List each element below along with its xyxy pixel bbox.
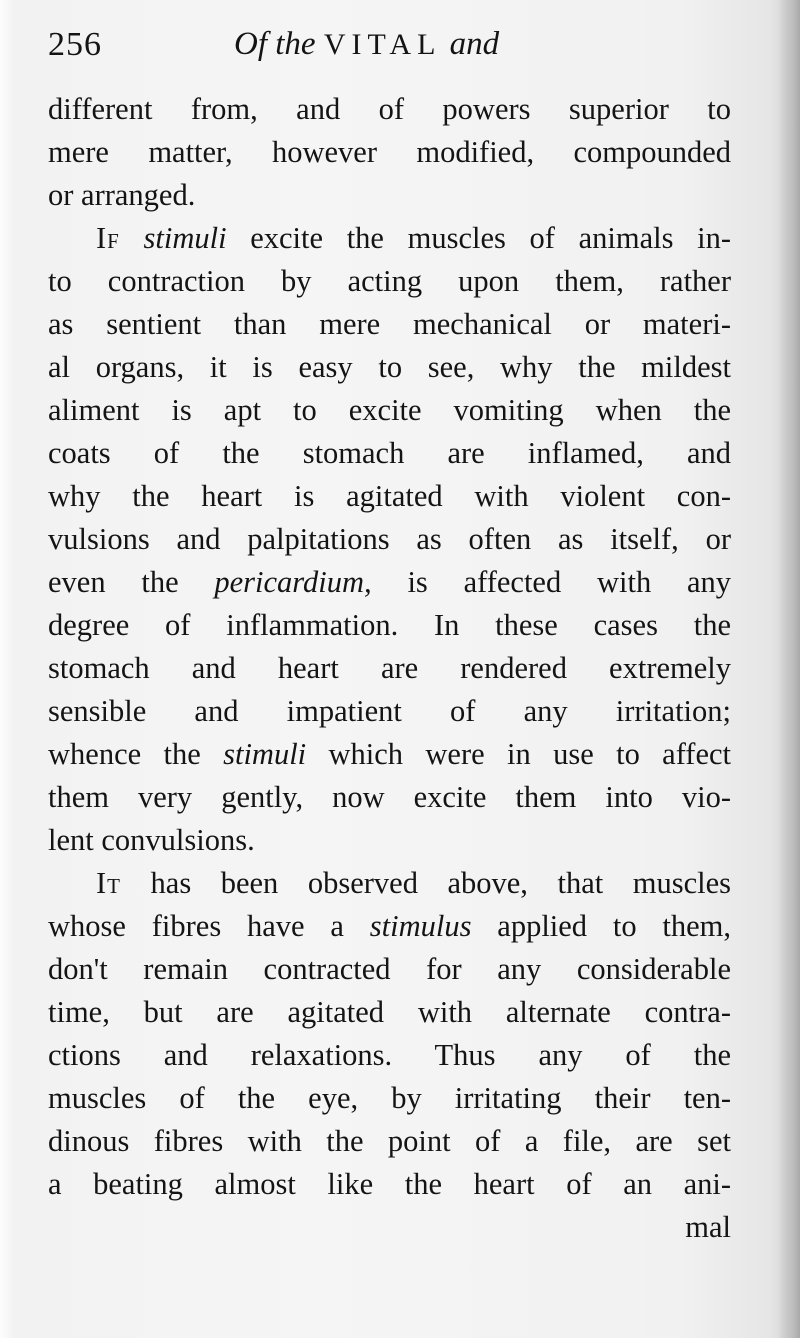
text-line: stomach and heart are rendered extremely xyxy=(48,651,731,685)
page-header xyxy=(48,18,728,78)
text-line: vulsions and palpitations as often as itself, or xyxy=(48,522,731,556)
text-line: muscles of the eye, by irritating their ten- xyxy=(48,1081,731,1115)
italic-word: stimuli xyxy=(223,737,307,771)
text-line: them very gently, now excite them into vio- xyxy=(48,780,731,814)
running-head-vital: VITAL xyxy=(323,28,442,61)
text-line: as sentient than mere mechanical or materi- xyxy=(48,307,731,341)
running-head-of-the: Of the xyxy=(234,26,316,62)
text-line: degree of inflammation. In these cases the xyxy=(48,608,731,642)
italic-word: stimuli xyxy=(143,221,227,255)
text-line: different from, and of powers superior to xyxy=(48,92,731,126)
running-head-and: and xyxy=(449,26,500,62)
text-line: lent convulsions. xyxy=(48,823,255,857)
paragraph-start-line: It has been observed above, that muscles xyxy=(96,866,732,900)
small-caps-word: It xyxy=(96,866,121,900)
text-line: al organs, it is easy to see, why the mildest xyxy=(48,350,731,384)
italic-word: pericardium, xyxy=(214,565,372,599)
text-line: don't remain contracted for any considerable xyxy=(48,952,731,986)
text-line: ctions and relaxations. Thus any of the xyxy=(48,1038,731,1072)
body-text xyxy=(48,88,731,1249)
text-line: a beating almost like the heart of an ani- xyxy=(48,1167,731,1201)
text-line: dinous fibres with the point of a file, are set xyxy=(48,1124,731,1158)
text-line: to contraction by acting upon them, rather xyxy=(48,264,731,298)
running-head xyxy=(234,26,499,63)
paragraph-start-line: If stimuli excite the muscles of animals in- xyxy=(96,221,732,255)
text-line: aliment is apt to excite vomiting when the xyxy=(48,393,731,427)
small-caps-word: If xyxy=(96,221,120,255)
text-line: whose fibres have a stimulus applied to them, xyxy=(48,909,732,943)
text-line: even the pericardium, is affected with any xyxy=(48,565,732,599)
text-line: mere matter, however modified, compounded xyxy=(48,135,731,169)
text-line: sensible and impatient of any irritation; xyxy=(48,694,731,728)
catchword: mal xyxy=(685,1210,731,1244)
text-line: or arranged. xyxy=(48,178,196,212)
text-line: coats of the stomach are inflamed, and xyxy=(48,436,731,470)
page-number: 256 xyxy=(48,26,102,63)
italic-word: stimulus xyxy=(369,909,472,943)
text-line: whence the stimuli which were in use to affect xyxy=(48,737,732,771)
text-line: time, but are agitated with alternate contra- xyxy=(48,995,731,1029)
text-line: why the heart is agitated with violent con- xyxy=(48,479,731,513)
